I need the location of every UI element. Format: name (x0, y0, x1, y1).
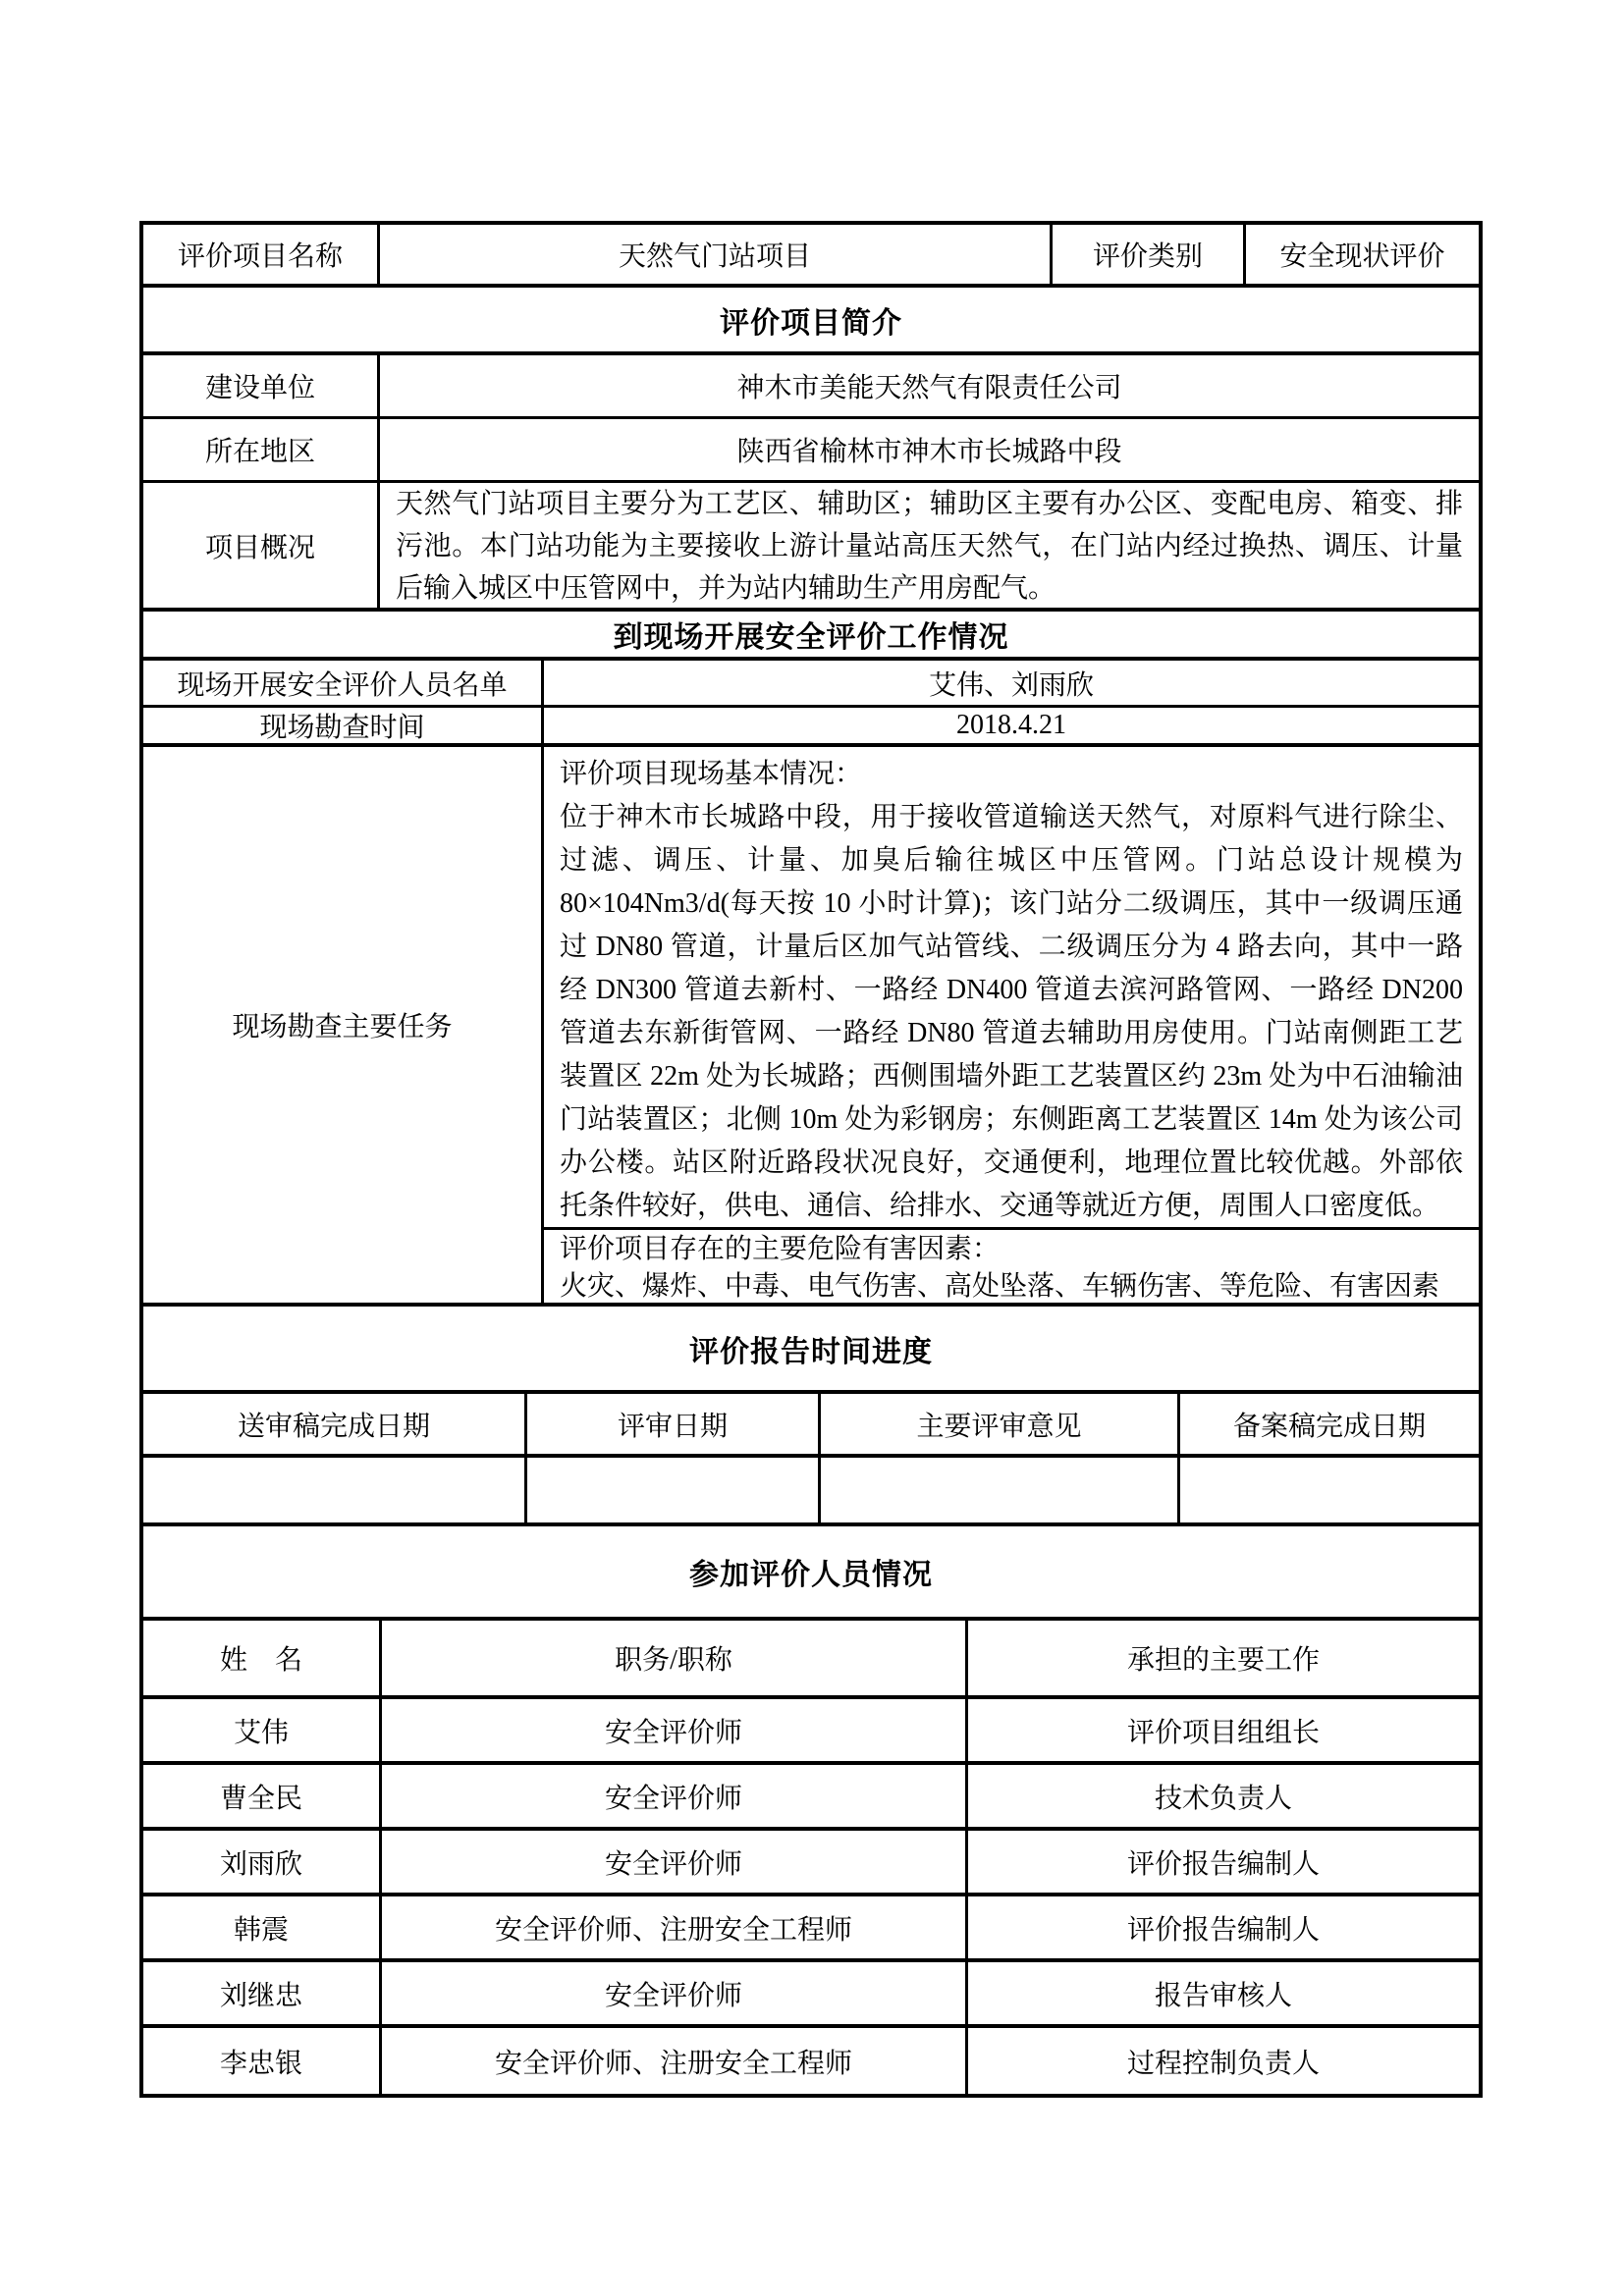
builder-row (143, 355, 1479, 419)
participant-work: 评价报告编制人 (1126, 1914, 1320, 1946)
participant-role: 安全评价师 (382, 1831, 968, 1893)
schedule-col-draft-date: 送审稿完成日期 (143, 1394, 527, 1454)
overview-label: 项目概况 (143, 483, 380, 608)
schedule-values-row (143, 1458, 1479, 1526)
builder-value: 神木市美能天然气有限责任公司 (736, 373, 1122, 403)
schedule-col-record-date: 备案稿完成日期 (1232, 1411, 1426, 1442)
participant-row (143, 2028, 1479, 2094)
site-basic-text: 位于神木市长城路中段，用于接收管道输送天然气，对原料气进行除尘、过滤、调压、计量、加臭后输往城区中压管网。门站总设计规模为 80×104Nm3/d(每天按 10 小时计算)；该门站分二级调压，其中一级调压通过 DN80 管道，计量后区加气站管线、二级调压分为 4 路去向，其中一路经 DN300 管道去新村、一路经 DN400 管道去滨河路管网、一路经 DN200 管道去东新街管网、一路经 DN80 管道去辅助用房使用。门站南侧距工艺装置区 22m 处为长城路；西侧围墙外距工艺装置区约 23m 处为中石油输油门站装置区；北侧 10m 处为彩钢房；东侧距离工艺装置区 14m 处为该公司办公楼。站区附近路段状况良好，交通便利，地理位置比较优越。外部依托条件较好，供电、通信、给排水、交通等就近方便，周围人口密度低。 (560, 802, 1463, 1221)
schedule-section-title: 评价报告时间进度 (689, 1335, 933, 1368)
participant-row (143, 1962, 1479, 2028)
participant-role: 安全评价师、注册安全工程师 (382, 2028, 968, 2094)
location-value: 陕西省榆林市神木市长城路中段 (736, 437, 1122, 467)
schedule-col-review-date: 评审日期 (527, 1394, 821, 1454)
participant-name: 韩震 (143, 1896, 382, 1958)
overview-row (143, 483, 1479, 612)
intro-section-title: 评价项目简介 (720, 306, 902, 340)
participants-col-role: 职务/职称 (382, 1621, 968, 1695)
participant-role: 安全评价师、注册安全工程师 (382, 1896, 968, 1958)
site-work-section-row (143, 612, 1479, 661)
hazard-heading: 评价项目存在的主要危险有害因素： (560, 1234, 1001, 1264)
project-name-label: 评价项目名称 (143, 225, 380, 284)
staff-row (143, 661, 1479, 708)
participants-header-row (143, 1621, 1479, 1699)
survey-date-value: 2018.4.21 (956, 710, 1066, 740)
survey-task-content (544, 747, 1479, 1303)
schedule-value-draft-date (143, 1458, 527, 1522)
project-name-value: 天然气门站项目 (380, 225, 1053, 284)
hazard-factors-cell (544, 1230, 1479, 1306)
builder-label: 建设单位 (143, 355, 380, 416)
participant-row (143, 1699, 1479, 1765)
evaluation-type-label: 评价类别 (1053, 225, 1246, 284)
schedule-section-row (143, 1307, 1479, 1394)
location-label: 所在地区 (143, 419, 380, 480)
staff-label: 现场开展安全评价人员名单 (143, 661, 544, 705)
survey-date-label: 现场勘查时间 (143, 708, 544, 743)
participant-name: 李忠银 (143, 2028, 382, 2094)
hazard-text: 火灾、爆炸、中毒、电气伤害、高处坠落、车辆伤害、等危险、有害因素 (560, 1271, 1440, 1302)
participants-col-name: 姓 名 (143, 1621, 382, 1695)
participants-section-title: 参加评价人员情况 (689, 1559, 933, 1591)
schedule-value-review-opinion (821, 1458, 1180, 1522)
site-basic-heading: 评价项目现场基本情况： (560, 759, 863, 789)
participant-work: 报告审核人 (1154, 1980, 1292, 2011)
participant-role: 安全评价师 (382, 1962, 968, 2024)
participants-section-row (143, 1526, 1479, 1621)
survey-date-row (143, 708, 1479, 747)
participant-work: 评价报告编制人 (1126, 1848, 1320, 1880)
participant-name: 刘继忠 (143, 1962, 382, 2024)
survey-task-row (143, 747, 1479, 1307)
schedule-col-review-opinion: 主要评审意见 (821, 1394, 1180, 1454)
participant-work: 技术负责人 (1154, 1783, 1292, 1814)
participant-name: 曹全民 (143, 1765, 382, 1827)
location-row (143, 419, 1479, 483)
participants-col-work: 承担的主要工作 (1126, 1645, 1320, 1676)
participant-work: 评价项目组组长 (1126, 1717, 1320, 1748)
participant-role: 安全评价师 (382, 1699, 968, 1761)
staff-value: 艾伟、刘雨欣 (928, 669, 1094, 701)
schedule-value-review-date (527, 1458, 821, 1522)
participant-row (143, 1896, 1479, 1962)
site-work-section-title: 到现场开展安全评价工作情况 (613, 621, 1009, 654)
participant-name: 艾伟 (143, 1699, 382, 1761)
overview-text: 天然气门站项目主要分为工艺区、辅助区；辅助区主要有办公区、变配电房、箱变、排污池。本门站功能为主要接收上游计量站高压天然气，在门站内经过换热、调压、计量后输入城区中压管网中，并为站内辅助生产用房配气。 (396, 489, 1463, 604)
participant-role: 安全评价师 (382, 1765, 968, 1827)
participant-row (143, 1765, 1479, 1831)
intro-section-row (143, 288, 1479, 355)
evaluation-type-value: 安全现状评价 (1279, 241, 1445, 272)
project-header-row (143, 225, 1479, 288)
participant-row (143, 1831, 1479, 1896)
participant-name: 刘雨欣 (143, 1831, 382, 1893)
schedule-header-row (143, 1394, 1479, 1458)
schedule-value-record-date (1180, 1458, 1479, 1522)
survey-task-label: 现场勘查主要任务 (143, 747, 544, 1303)
evaluation-form-table (139, 221, 1483, 2098)
site-basic-situation-cell (544, 747, 1479, 1230)
participant-work: 过程控制负责人 (1126, 2048, 1320, 2079)
